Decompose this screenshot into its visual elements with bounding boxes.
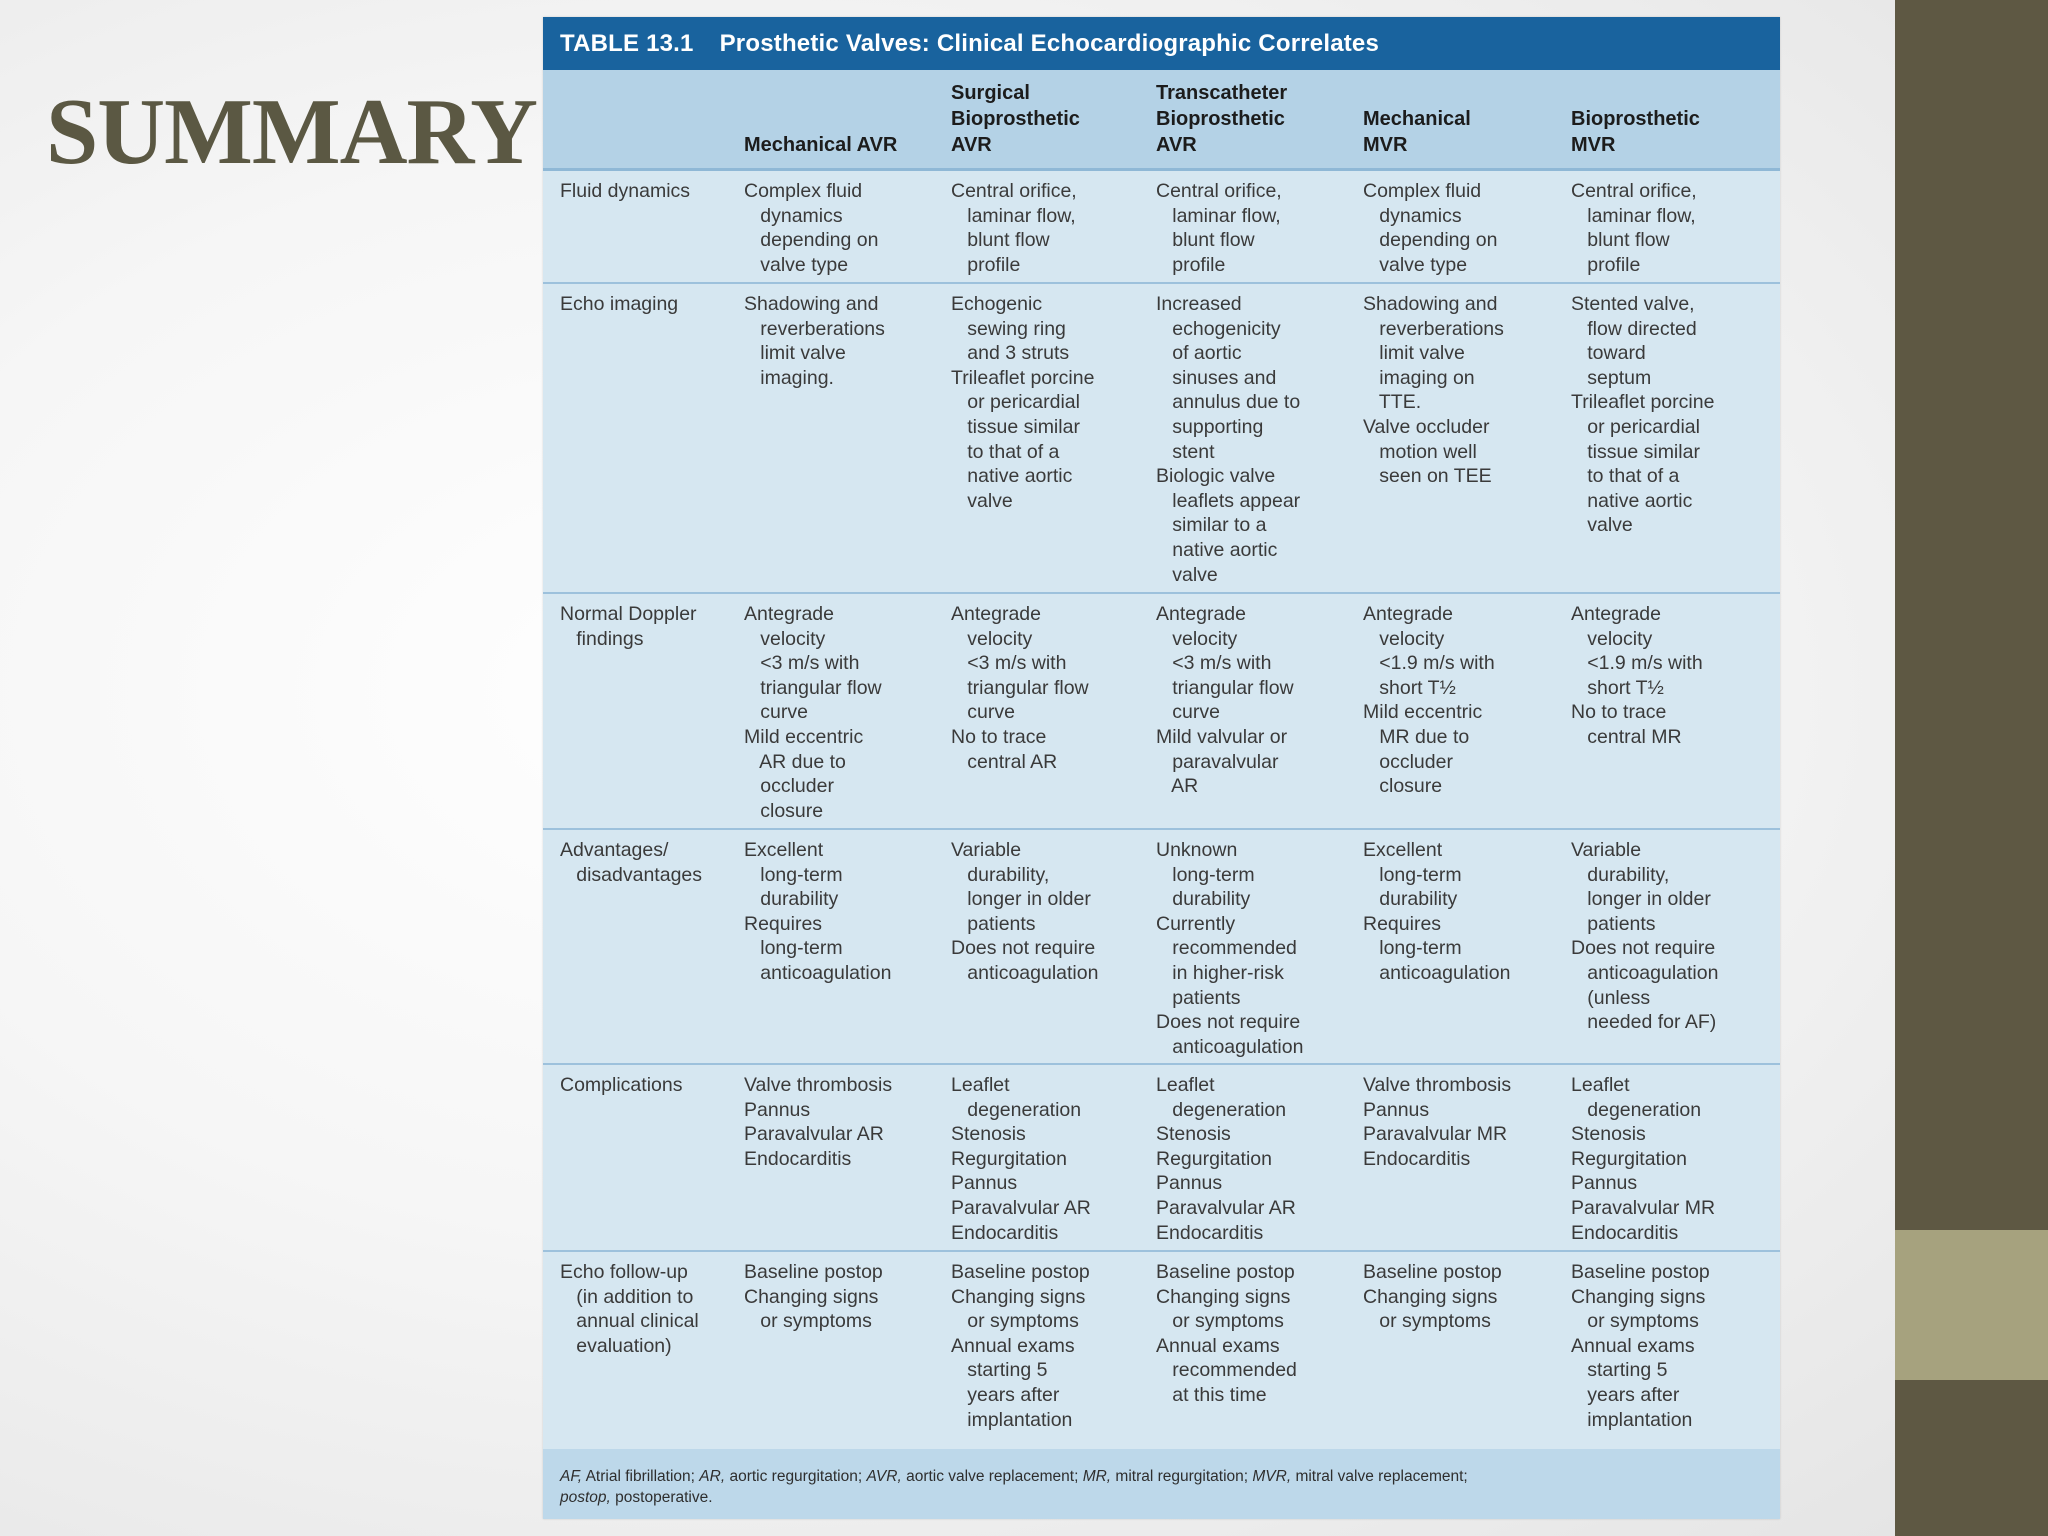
- table-cell: Antegrade velocity <3 m/s with triangular flow curve No to trace central AR: [951, 603, 1089, 773]
- row-label: Fluid dynamics: [560, 180, 691, 202]
- table-cell: Baseline postop Changing signs or symptoms: [744, 1261, 883, 1333]
- table-cell: Valve thrombosis Pannus Paravalvular AR Endocarditis: [744, 1074, 893, 1170]
- table-cell: Variable durability, longer in older patients Does not require anticoagulation (unless needed for AF): [1571, 839, 1719, 1034]
- decorative-side-accent: [1895, 1230, 2048, 1380]
- table-row-complications: [543, 1065, 1780, 1252]
- table-number: TABLE 13.1: [560, 29, 694, 57]
- table-cell: Leaflet degeneration Stenosis Regurgitation Pannus Paravalvular AR Endocarditis: [1156, 1074, 1296, 1244]
- row-label: Normal Doppler findings: [560, 603, 697, 650]
- footnote-abbr: MR,: [1082, 1468, 1112, 1485]
- header-transcatheter-bioprosthetic-avr: Transcatheter Bioprosthetic AVR: [1156, 82, 1288, 156]
- table-cell: Central orifice, laminar flow, blunt flow profile: [1156, 180, 1282, 276]
- table-cell: Antegrade velocity <1.9 m/s with short T½ Mild eccentric MR due to occluder closure: [1363, 603, 1495, 798]
- footnote-abbr: AF,: [560, 1468, 583, 1485]
- table-cell: Complex fluid dynamics depending on valve type: [1363, 180, 1498, 276]
- table-figure: [543, 17, 1780, 1519]
- table-cell: Baseline postop Changing signs or symptoms Annual exams recommended at this time: [1156, 1261, 1297, 1406]
- table-cell: Antegrade velocity <3 m/s with triangular flow curve Mild eccentric AR due to occluder closure: [744, 603, 882, 822]
- table-header-row: [543, 70, 1780, 171]
- table-cell: Unknown long-term durability Currently recommended in higher-risk patients Does not require anticoagulation: [1156, 839, 1304, 1058]
- table-row-echo-follow-up: [543, 1252, 1780, 1452]
- header-mechanical-avr: Mechanical AVR: [744, 134, 898, 156]
- footnote-abbr: postop,: [560, 1489, 611, 1506]
- table-cell: Central orifice, laminar flow, blunt flow profile: [951, 180, 1077, 276]
- table-cell: Antegrade velocity <3 m/s with triangular flow curve Mild valvular or paravalvular AR: [1156, 603, 1294, 798]
- footnote-text: aortic regurgitation;: [725, 1468, 867, 1485]
- table-cell: Increased echogenicity of aortic sinuses and annulus due to supporting stent Biologic valve leaflets appear similar to a native aortic valve: [1156, 293, 1301, 586]
- footnote-abbr: AVR,: [866, 1468, 902, 1485]
- table-row-fluid-dynamics: [543, 171, 1780, 284]
- slide-title: SUMMARY: [46, 80, 537, 184]
- header-mechanical-mvr: Mechanical MVR: [1363, 108, 1471, 156]
- table-cell: Excellent long-term durability Requires long-term anticoagulation: [1363, 839, 1511, 984]
- footnote-text: mitral regurgitation;: [1111, 1468, 1253, 1485]
- header-bioprosthetic-mvr: Bioprosthetic MVR: [1571, 108, 1700, 156]
- table-cell: Complex fluid dynamics depending on valve type: [744, 180, 879, 276]
- table-title: Prosthetic Valves: Clinical Echocardiographic Correlates: [719, 29, 1380, 57]
- table-cell: Baseline postop Changing signs or symptoms Annual exams starting 5 years after implantation: [951, 1261, 1090, 1431]
- footnote-abbr: AR,: [699, 1468, 726, 1485]
- table-footnote: [543, 1449, 1780, 1519]
- table-cell: Antegrade velocity <1.9 m/s with short T½ No to trace central MR: [1571, 603, 1703, 748]
- table-caption: [543, 17, 1780, 70]
- row-label: Echo imaging: [560, 293, 679, 315]
- header-surgical-bioprosthetic-avr: Surgical Bioprosthetic AVR: [951, 82, 1080, 156]
- table-cell: Echogenic sewing ring and 3 struts Trileaflet porcine or pericardial tissue similar to that of a native aortic valve: [951, 293, 1095, 512]
- table-cell: Shadowing and reverberations limit valve imaging.: [744, 293, 885, 389]
- table-cell: Shadowing and reverberations limit valve imaging on TTE. Valve occluder motion well seen on TEE: [1363, 293, 1504, 488]
- row-label: Complications: [560, 1074, 683, 1096]
- table-cell: Baseline postop Changing signs or symptoms: [1363, 1261, 1502, 1333]
- row-label: Echo follow-up (in addition to annual clinical evaluation): [560, 1261, 699, 1357]
- table-cell: Stented valve, flow directed toward septum Trileaflet porcine or pericardial tissue similar to that of a native aortic valve: [1571, 293, 1715, 537]
- footnote-text: aortic valve replacement;: [901, 1468, 1083, 1485]
- table-cell: Baseline postop Changing signs or symptoms Annual exams starting 5 years after implantation: [1571, 1261, 1710, 1431]
- table-cell: Leaflet degeneration Stenosis Regurgitation Pannus Paravalvular AR Endocarditis: [951, 1074, 1091, 1244]
- table-cell: Central orifice, laminar flow, blunt flow profile: [1571, 180, 1697, 276]
- row-label: Advantages/ disadvantages: [560, 839, 703, 886]
- table-row-echo-imaging: [543, 284, 1780, 594]
- footnote-abbr: MVR,: [1252, 1468, 1292, 1485]
- table-cell: Leaflet degeneration Stenosis Regurgitation Pannus Paravalvular MR Endocarditis: [1571, 1074, 1716, 1244]
- footnote-text: Atrial fibrillation;: [582, 1468, 700, 1485]
- table-cell: Variable durability, longer in older patients Does not require anticoagulation: [951, 839, 1099, 984]
- footnote-text: postoperative.: [610, 1489, 713, 1506]
- table-cell: Valve thrombosis Pannus Paravalvular MR Endocarditis: [1363, 1074, 1512, 1170]
- header-cell-empty: [543, 70, 744, 168]
- table-row-normal-doppler-findings: [543, 594, 1780, 830]
- table-cell: Excellent long-term durability Requires long-term anticoagulation: [744, 839, 892, 984]
- footnote-text: mitral valve replacement;: [1291, 1468, 1468, 1485]
- table-row-advantages-disadvantages: [543, 830, 1780, 1065]
